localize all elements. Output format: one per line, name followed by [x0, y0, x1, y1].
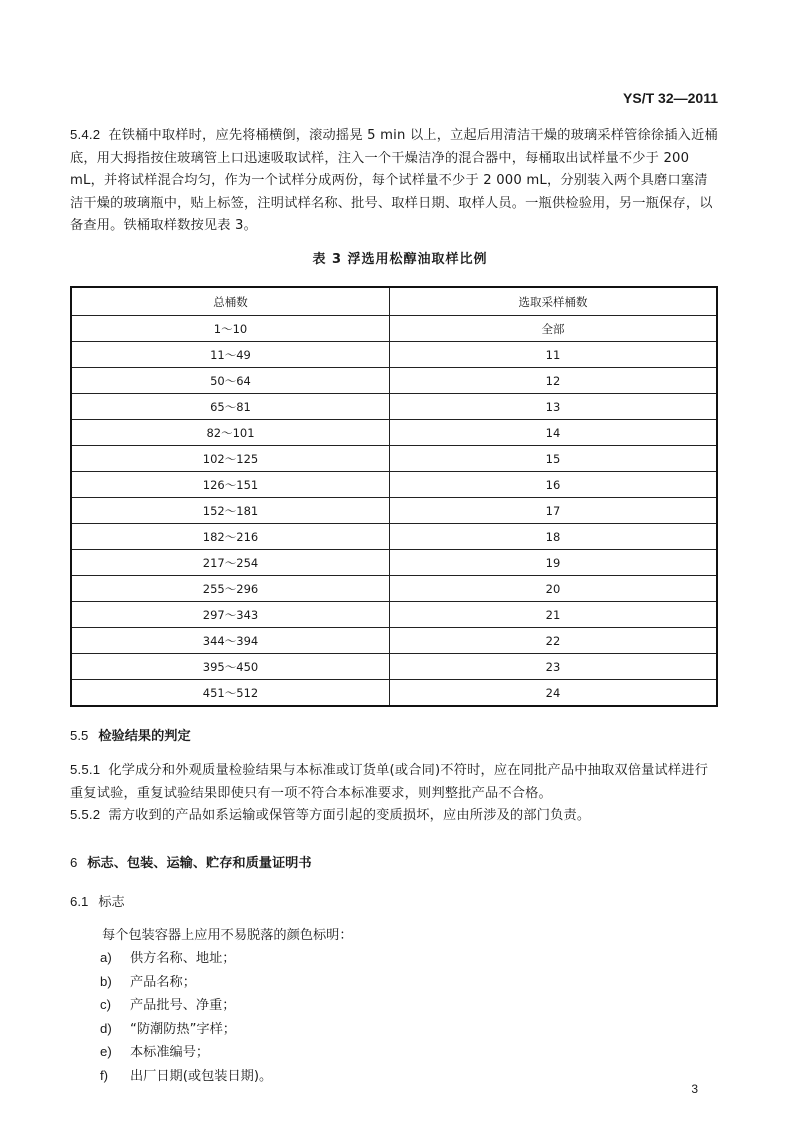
header-total-barrels: 总桶数: [71, 287, 390, 316]
list-text: 产品批号、净重；: [130, 998, 236, 1013]
cell-sampled: 19: [390, 550, 718, 576]
page-number: 3: [691, 1082, 698, 1096]
cell-sampled: 12: [390, 368, 718, 394]
clause-5-5-1: [70, 759, 718, 805]
section-5-5-heading: [70, 725, 191, 744]
table-row: [71, 498, 717, 524]
cell-total: 255～296: [71, 576, 390, 602]
clause-number: 5.5.2: [70, 807, 101, 822]
table-row: [71, 394, 717, 420]
cell-total: 102～125: [71, 446, 390, 472]
table-caption: 表 3 浮选用松醇油取样比例: [312, 252, 488, 267]
marking-list: [100, 947, 272, 1088]
standard-code: YS/T 32—2011: [623, 90, 718, 106]
cell-sampled: 22: [390, 628, 718, 654]
list-item: [100, 947, 272, 971]
cell-total: 152～181: [71, 498, 390, 524]
clause-5-4-2: [70, 124, 718, 238]
table-row: [71, 342, 717, 368]
table-row: [71, 576, 717, 602]
list-item: [100, 1018, 272, 1042]
table-row: [71, 628, 717, 654]
cell-sampled: 17: [390, 498, 718, 524]
list-text: 供方名称、地址；: [130, 951, 236, 966]
table-row: [71, 602, 717, 628]
section-number: 6.1: [70, 894, 89, 909]
list-text: 出厂日期(或包装日期)。: [130, 1068, 273, 1084]
cell-total: 451～512: [71, 680, 390, 707]
table-row: [71, 446, 717, 472]
cell-sampled: 15: [390, 446, 718, 472]
cell-sampled: 11: [390, 342, 718, 368]
table-row: [71, 654, 717, 680]
marking-intro: 每个包装容器上应用不易脱落的颜色标明：: [102, 928, 353, 943]
table-row: [71, 524, 717, 550]
cell-sampled: 20: [390, 576, 718, 602]
section-6-1-heading: [70, 891, 125, 910]
clause-text: 化学成分和外观质量检验结果与本标准或订货单(或合同)不符时，应在同批产品中抽取双倍量试样进行重复试验，重复试验结果即使只有一项不符合本标准要求，则判整批产品不合格。: [70, 763, 709, 801]
cell-sampled: 24: [390, 680, 718, 707]
table-header-row: [71, 287, 717, 316]
section-title: 标志: [98, 895, 125, 910]
cell-sampled: 21: [390, 602, 718, 628]
table-row: [71, 680, 717, 707]
cell-sampled: 13: [390, 394, 718, 420]
cell-sampled: 16: [390, 472, 718, 498]
section-title: 标志、包装、运输、贮存和质量证明书: [87, 856, 312, 871]
cell-total: 50～64: [71, 368, 390, 394]
list-item: [100, 971, 272, 995]
section-title: 检验结果的判定: [98, 729, 191, 744]
cell-total: 344～394: [71, 628, 390, 654]
list-marker: a): [100, 950, 112, 965]
section-6-heading: [70, 852, 312, 871]
clause-number: 5.4.2: [70, 127, 101, 142]
header-sampled-barrels: 选取采样桶数: [390, 287, 718, 316]
cell-sampled: 18: [390, 524, 718, 550]
section-number: 6: [70, 855, 78, 870]
list-item: [100, 994, 272, 1018]
section-number: 5.5: [70, 728, 89, 743]
cell-sampled: 23: [390, 654, 718, 680]
table-row: [71, 420, 717, 446]
cell-total: 1～10: [71, 316, 390, 342]
cell-total: 65～81: [71, 394, 390, 420]
list-text: 本标准编号；: [130, 1045, 210, 1060]
cell-sampled: 全部: [390, 316, 718, 342]
list-item: [100, 1041, 272, 1065]
cell-total: 126～151: [71, 472, 390, 498]
clause-text: 在铁桶中取样时，应先将桶横倒，滚动摇晃 5 min 以上，立起后用清洁干燥的玻璃采样管徐徐插入近桶底，用大拇指按住玻璃管上口迅速吸取试样，注入一个干燥洁净的混合器中，每桶取出试样量不少于 200 mL，并将试样混合均匀，作为一个试样分成两份，每个试样量不少于 2 000 mL，分别装入两个具磨口塞清洁干燥的玻璃瓶中，贴上标签，注明试样名称、批号、取样日期、取样人员。一瓶供检验用，另一瓶保存，以备查用。铁桶取样数按见表 3。: [70, 128, 718, 233]
cell-total: 82～101: [71, 420, 390, 446]
list-text: “防潮防热”字样；: [130, 1021, 236, 1037]
list-marker: f): [100, 1067, 109, 1083]
sampling-ratio-table: [70, 286, 718, 707]
list-item: [100, 1065, 272, 1089]
list-marker: b): [100, 973, 112, 989]
table-row: [71, 368, 717, 394]
table-row: [71, 316, 717, 342]
list-marker: e): [100, 1044, 112, 1059]
cell-sampled: 14: [390, 420, 718, 446]
table-row: [71, 472, 717, 498]
clause-5-5-2: [70, 804, 718, 828]
table-row: [71, 550, 717, 576]
clause-number: 5.5.1: [70, 762, 101, 777]
cell-total: 182～216: [71, 524, 390, 550]
cell-total: 217～254: [71, 550, 390, 576]
clause-text: 需方收到的产品如系运输或保管等方面引起的变质损坏，应由所涉及的部门负责。: [108, 808, 591, 823]
cell-total: 297～343: [71, 602, 390, 628]
list-marker: c): [100, 997, 111, 1012]
list-marker: d): [100, 1020, 112, 1036]
cell-total: 395～450: [71, 654, 390, 680]
cell-total: 11～49: [71, 342, 390, 368]
list-text: 产品名称；: [130, 974, 196, 990]
